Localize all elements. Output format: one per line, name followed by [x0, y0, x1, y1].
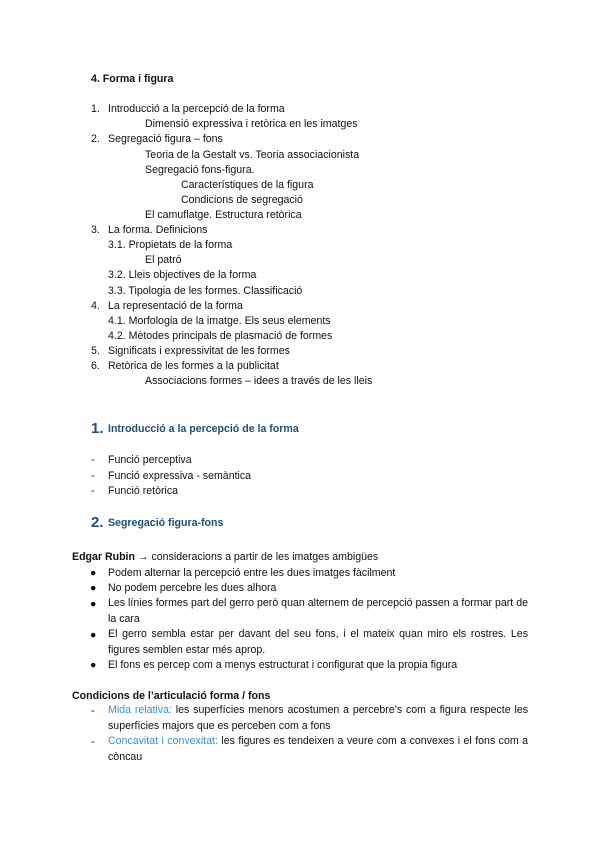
bullet-dot: ●	[90, 659, 97, 671]
toc-num: 1.	[91, 103, 100, 115]
toc-item: Condicions de segregació	[181, 194, 303, 206]
condition-text: les superfícies menors acostumen a percebre’s com a figura respecte les superfícies majors que es perceben com a fons	[108, 704, 529, 732]
list-item: Funció perceptiva	[108, 454, 192, 466]
toc-item: Característiques de la figura	[181, 179, 314, 191]
page-title: 4. Forma i figura	[91, 73, 174, 85]
condition-item	[108, 734, 528, 765]
dash-bullet: -	[91, 485, 95, 497]
section-heading: Segregació figura-fons	[108, 517, 224, 529]
bullet-dot: ●	[90, 629, 97, 641]
toc-item: La forma. Definicions	[108, 224, 208, 236]
toc-item: Retòrica de les formes a la publicitat	[108, 360, 279, 372]
bullet-item: Podem alternar la percepció entre les dues imatges fàcilment	[108, 567, 396, 579]
bullet-dot: ●	[90, 582, 97, 594]
bullet-item: No podem percebre les dues alhora	[108, 582, 277, 594]
toc-num: 4.	[91, 300, 100, 312]
toc-item: 3.3. Tipologia de les formes. Classificació	[108, 285, 303, 297]
toc-item: 4.1. Morfologia de la imatge. Els seus elements	[108, 315, 331, 327]
bullet-item: El fons es percep com a menys estructurat i configurat que la propia figura	[108, 659, 458, 671]
rubin-line	[72, 550, 378, 564]
section-number: 1.	[91, 420, 104, 437]
condition-label: Mida relativa:	[108, 704, 172, 716]
toc-num: 6.	[91, 360, 100, 372]
toc-num: 3.	[91, 224, 100, 236]
toc-item: La representació de la forma	[108, 300, 243, 312]
toc-num: 5.	[91, 345, 100, 357]
toc-num: 2.	[91, 133, 100, 145]
condition-item	[108, 703, 528, 734]
dash-bullet: -	[91, 705, 95, 717]
rubin-text: → consideracions a partir de les imatges ambigües	[134, 551, 379, 563]
toc-item: Segregació figura – fons	[108, 133, 223, 145]
bullet-item: Les línies formes part del gerro però quan alternem de percepció passen a formar part de la cara	[108, 597, 528, 625]
toc-item: Significats i expressivitat de les formes	[108, 345, 290, 357]
toc-item: El patró	[145, 254, 182, 266]
toc-item: Teoria de la Gestalt vs. Teoria associacionista	[145, 149, 360, 161]
rubin-label: Edgar Rubin	[72, 551, 135, 563]
dash-bullet: -	[91, 470, 95, 482]
toc-item: Dimensió expressiva i retòrica en les imatges	[145, 118, 358, 130]
condition-text: les figures es tendeixen a veure com a convexes i el fons com a còncau	[108, 735, 529, 763]
section-heading: Introducció a la percepció de la forma	[108, 423, 299, 435]
dash-bullet: -	[91, 736, 95, 748]
dash-bullet: -	[91, 454, 95, 466]
toc-item: El camuflatge. Estructura retòrica	[145, 209, 302, 221]
condition-label: Concavitat i convexitat:	[108, 735, 218, 747]
toc-item: Segregació fons-figura.	[145, 164, 255, 176]
toc-item: 4.2. Mètodes principals de plasmació de formes	[108, 330, 333, 342]
toc-item: Introducció a la percepció de la forma	[108, 103, 285, 115]
toc-item: 3.2. Lleis objectives de la forma	[108, 269, 257, 281]
conditions-heading: Condicions de l’articulació forma / fons	[72, 690, 271, 702]
bullet-dot: ●	[90, 567, 97, 579]
toc-item: Associacions formes – idees a través de les lleis	[145, 375, 373, 387]
list-item: Funció expressiva - semàntica	[108, 470, 252, 482]
section-number: 2.	[91, 514, 104, 531]
toc-item: 3.1. Propietats de la forma	[108, 239, 233, 251]
list-item: Funció retòrica	[108, 485, 179, 497]
bullet-dot: ●	[90, 598, 97, 610]
bullet-item: El gerro sembla estar per davant del seu fons, i el mateix quan miro els rostres. Les figures semblen estar més aprop.	[108, 628, 528, 656]
